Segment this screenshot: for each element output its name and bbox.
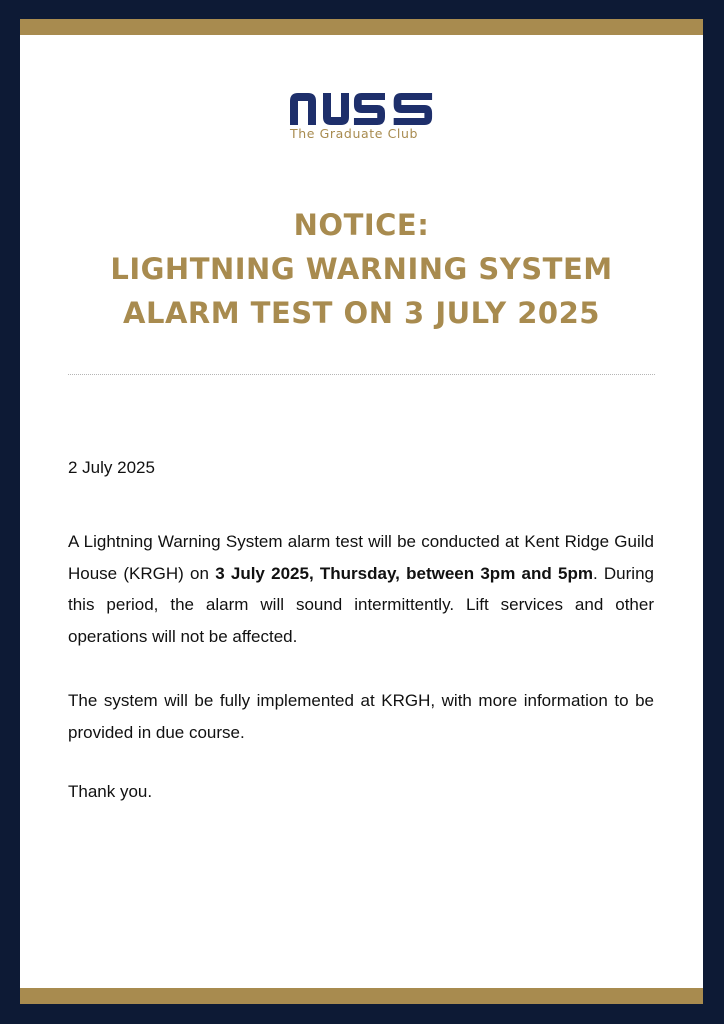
notice-paragraph-2: The system will be fully implemented at KRGH, with more information to be provided in due course. [68,691,654,742]
notice-title [20,203,703,335]
notice-date: 2 July 2025 [68,458,155,477]
logo-subtitle: The Graduate Club [290,126,419,141]
paragraph-1-bold-schedule: 3 July 2025, Thursday, between 3pm and 5pm [215,563,593,583]
title-line-1: NOTICE: [293,208,430,242]
top-gold-bar [20,19,703,35]
bottom-gold-bar [20,988,703,1004]
notice-paragraph-1 [68,526,654,652]
title-line-2: LIGHTNING WARNING SYSTEM [110,252,613,286]
closing-text: Thank you. [68,782,153,801]
title-line-3: ALARM TEST ON 3 JULY 2025 [123,296,600,330]
nuss-wordmark [288,91,438,127]
dotted-divider [68,374,655,375]
paragraph-1-text-a: A Lightning Warning System alarm test will be conducted at Kent Ridge Guild House (KRGH) on [68,532,654,583]
nuss-logo [288,91,438,163]
notice-page [20,19,703,1004]
paragraph-1-text-b: . During this period, the alarm will sound intermittently. Lift services and other operations will not be affected. [68,563,654,646]
